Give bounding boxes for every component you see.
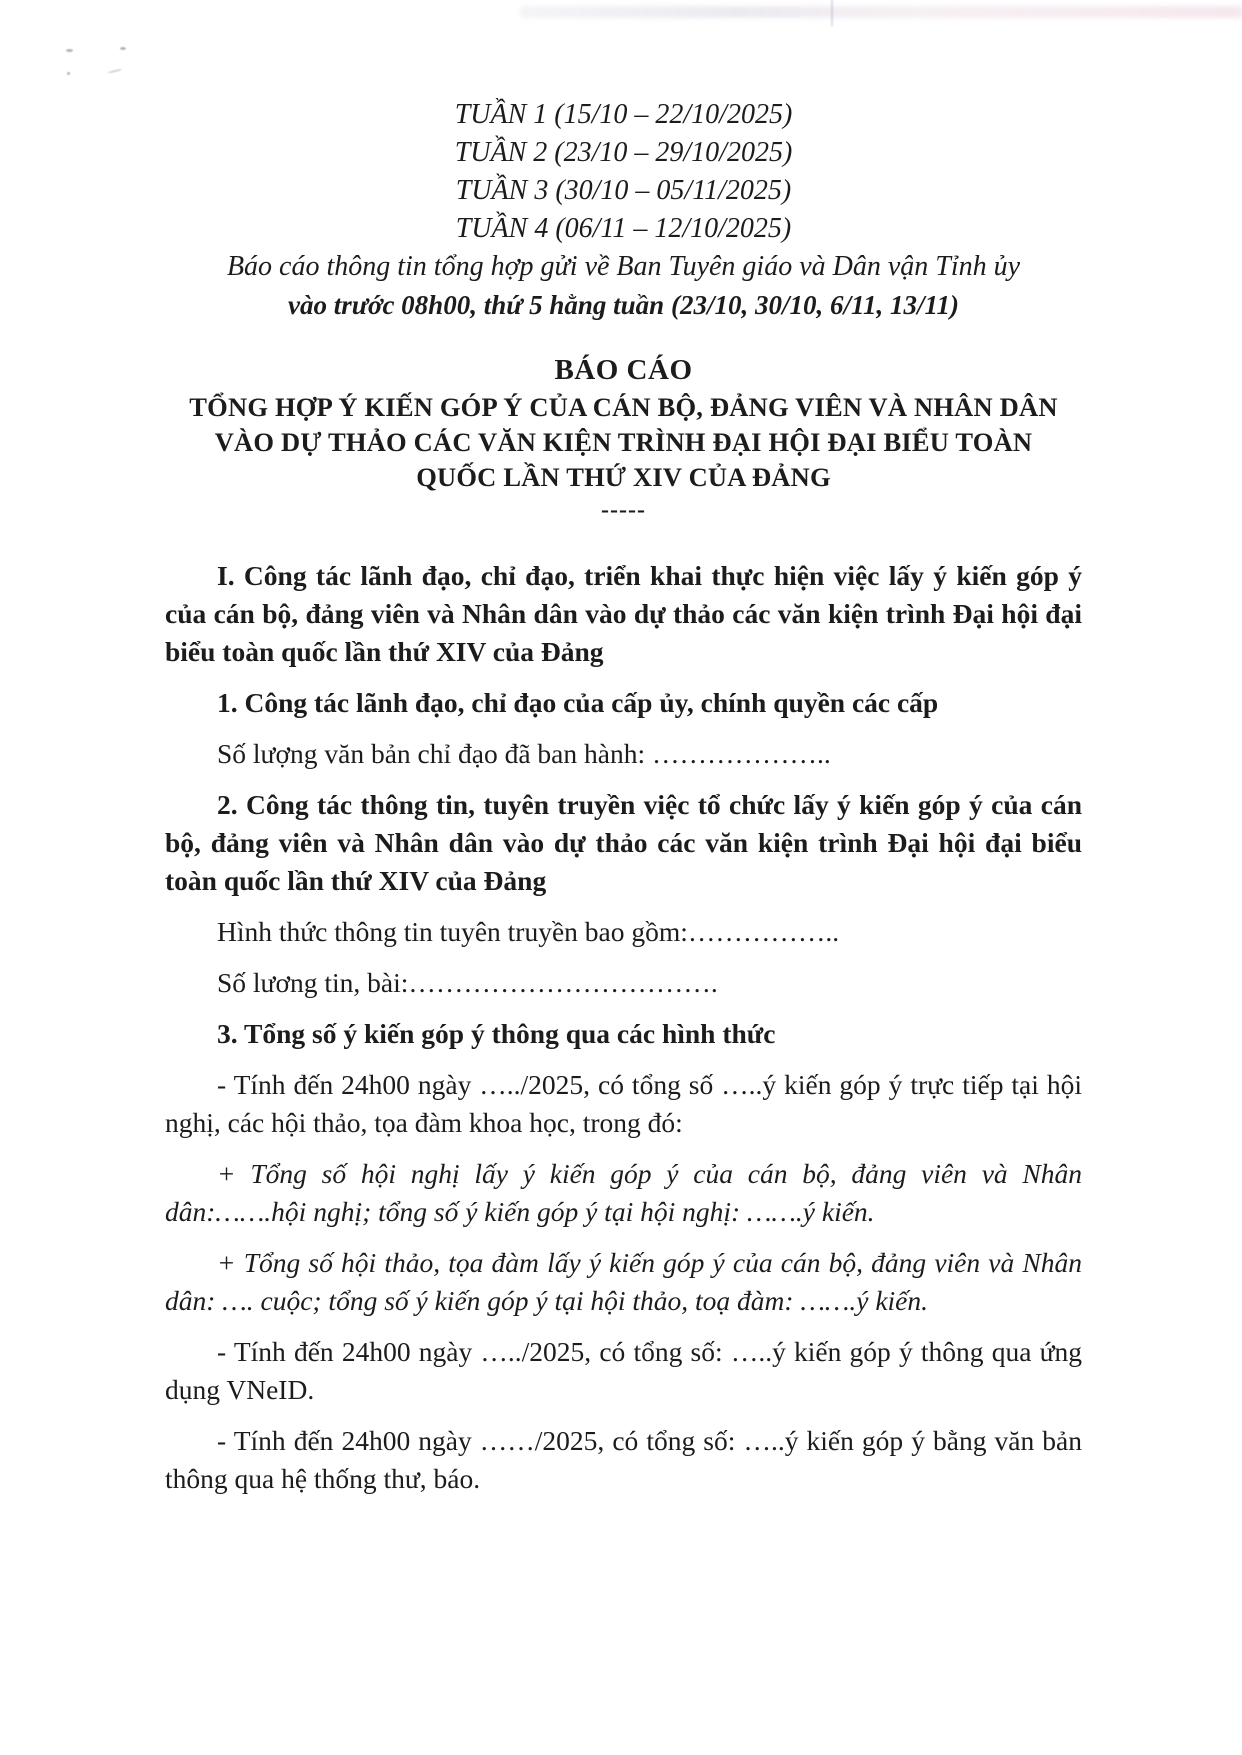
subsection-3-heading: 3. Tổng số ý kiến góp ý thông qua các hình thức [217,1018,776,1049]
week-1-line: TUẦN 1 (15/10 – 22/10/2025) [454,99,793,130]
subsection-1-fill-line: Số lượng văn bản chỉ đạo đã ban hành: ……………….. [217,738,831,769]
week-2-line: TUẦN 2 (23/10 – 29/10/2025) [454,137,793,168]
title-divider: ----- [601,497,646,523]
scan-speck [108,68,122,73]
scan-smudge-top [520,6,1242,18]
report-subtitle-line-3: QUỐC LẦN THỨ XIV CỦA ĐẢNG [416,462,831,492]
report-title: BÁO CÁO [554,354,693,386]
paragraph-seminar-count: + Tổng số hội thảo, tọa đàm lấy ý kiến góp ý của cán bộ, đảng viên và Nhân dân: …. cuộc; tổng số ý kiến góp ý tại hội thảo, toạ đàm: …….ý kiến. [165,1247,1082,1316]
report-subtitle-line-2: VÀO DỰ THẢO CÁC VĂN KIỆN TRÌNH ĐẠI HỘI ĐẠI BIỂU TOÀN [214,427,1033,457]
scan-tick-mark [831,0,833,26]
section-i-heading: I. Công tác lãnh đạo, chỉ đạo, triển khai thực hiện việc lấy ý kiến góp ý của cán bộ, đảng viên và Nhân dân vào dự thảo các văn kiện trình Đại hội đại biểu toàn quốc lần thứ XIV của Đảng [165,560,1082,667]
paragraph-total-direct-opinions: - Tính đến 24h00 ngày …../2025, có tổng số …..ý kiến góp ý trực tiếp tại hội nghị, các hội thảo, tọa đàm khoa học, trong đó: [165,1069,1082,1138]
scan-speck [120,47,126,50]
paragraph-mail-opinions: - Tính đến 24h00 ngày ……/2025, có tổng số: …..ý kiến góp ý bằng văn bản thông qua hệ thống thư, báo. [165,1425,1082,1494]
report-note-line-1: Báo cáo thông tin tổng hợp gửi về Ban Tuyên giáo và Dân vận Tỉnh ủy [226,251,1021,282]
paragraph-vneid-opinions: - Tính đến 24h00 ngày …../2025, có tổng số: …..ý kiến góp ý thông qua ứng dụng VNeID. [165,1336,1082,1405]
scan-speck [67,72,70,75]
week-4-line: TUẦN 4 (06/11 – 12/10/2025) [455,213,792,244]
week-3-line: TUẦN 3 (30/10 – 05/11/2025) [455,175,792,206]
document-page [165,96,1082,1511]
subsection-1-heading: 1. Công tác lãnh đạo, chỉ đạo của cấp ủy, chính quyền các cấp [217,687,939,718]
paragraph-conference-count: + Tổng số hội nghị lấy ý kiến góp ý của cán bộ, đảng viên và Nhân dân:…….hội nghị; tổng số ý kiến góp ý tại hội nghị: …….ý kiến. [165,1158,1082,1227]
scan-speck [66,49,73,52]
subsection-2-heading: 2. Công tác thông tin, tuyên truyền việc tổ chức lấy ý kiến góp ý của cán bộ, đảng viên và Nhân dân vào dự thảo các văn kiện trình Đại hội đại biểu toàn quốc lần thứ XIV của Đảng [165,789,1082,896]
report-subtitle-line-1: TỔNG HỢP Ý KIẾN GÓP Ý CỦA CÁN BỘ, ĐẢNG VIÊN VÀ NHÂN DÂN [189,392,1058,422]
subsection-2-fill-line-2: Số lương tin, bài:……………………………. [217,967,718,998]
subsection-2-fill-line-1: Hình thức thông tin tuyên truyền bao gồm:…………….. [217,916,840,947]
report-note-line-2: vào trước 08h00, thứ 5 hằng tuần (23/10, 30/10, 6/11, 13/11) [288,290,959,320]
